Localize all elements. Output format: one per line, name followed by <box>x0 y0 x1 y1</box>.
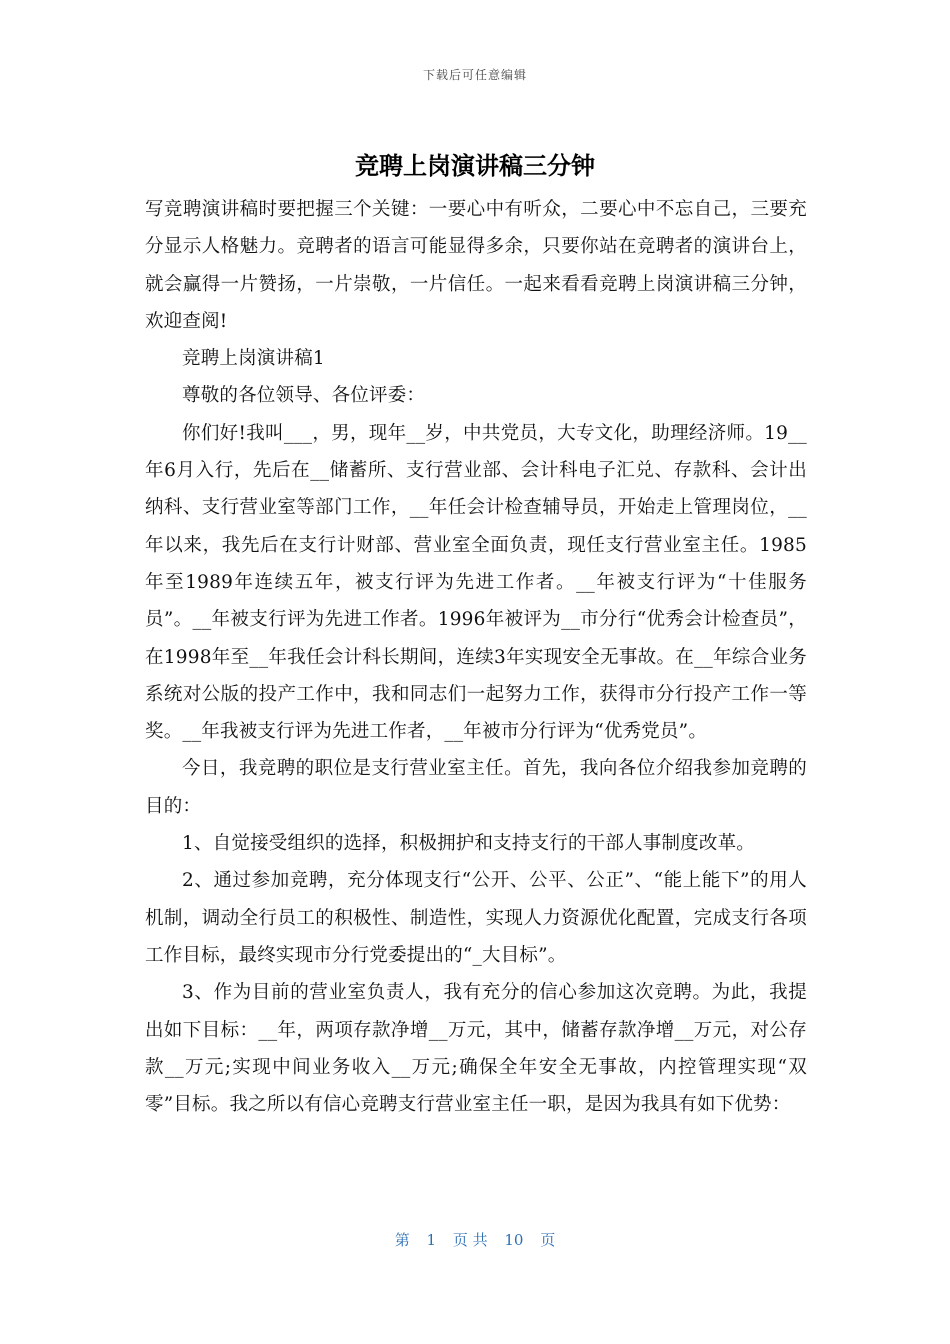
intro-paragraph: 写竞聘演讲稿时要把握三个关键：一要心中有听众，二要心中不忘自己，三要充分显示人格魅力。竞聘者的语言可能显得多余，只要你站在竞聘者的演讲台上，就会赢得一片赞扬，一片崇敬，一片信任。一起来看看竞聘上岗演讲稿三分钟，欢迎查阅! <box>145 199 807 332</box>
document-body <box>145 191 807 1123</box>
section-heading: 竞聘上岗演讲稿1 <box>182 348 325 370</box>
list-item: 1、自觉接受组织的选择，积极拥护和支持支行的干部人事制度改革。 <box>182 833 755 855</box>
total-page-count: 10 <box>504 1231 524 1249</box>
list-item: 2、通过参加竞聘，充分体现支行“公开、公平、公正”、“能上能下”的用人机制，调动全行员工的积极性、制造性，实现人力资源优化配置，完成支行各项工作目标，最终实现市分行党委提出的“_大目标”。 <box>145 870 807 966</box>
footer-prefix: 第 <box>394 1231 410 1249</box>
list-item: 3、作为目前的营业室负责人，我有充分的信心参加这次竞聘。为此，我提出如下目标：__年，两项存款净增__万元，其中，储蓄存款净增__万元，对公存款__万元;实现中间业务收入__万元;确保全年安全无事故，内控管理实现“双零”目标。我之所以有信心竞聘支行营业室主任一职，是因为我具有如下优势： <box>145 982 807 1116</box>
page-footer <box>0 1229 950 1250</box>
current-page-number: 1 <box>426 1231 437 1249</box>
body-paragraph: 今日，我竞聘的职位是支行营业室主任。首先，我向各位介绍我参加竞聘的目的： <box>145 758 807 817</box>
document-title: 竞聘上岗演讲稿三分钟 <box>355 152 595 180</box>
footer-middle: 页 共 <box>452 1231 488 1249</box>
salutation: 尊敬的各位领导、各位评委： <box>182 385 426 407</box>
body-paragraph: 你们好!我叫___，男，现年__岁，中共党员，大专文化，助理经济师。19__年6月入行，先后在__储蓄所、支行营业部、会计科电子汇兑、存款科、会计出纳科、支行营业室等部门工作，__年任会计检查辅导员，开始走上管理岗位，__年以来，我先后在支行计财部、营业室全面负责，现任支行营业室主任。1985年至1989年连续五年，被支行评为先进工作者。__年被支行评为“十佳服务员”。__年被支行评为先进工作者。1996年被评为__市分行“优秀会计检查员”，在1998年至__年我任会计科长期间，连续3年实现安全无事故。在__年综合业务系统对公版的投产工作中，我和同志们一起努力工作，获得市分行投产工作一等奖。__年我被支行评为先进工作者，__年被市分行评为“优秀党员”。 <box>145 422 807 743</box>
page-header: 下载后可任意编辑 <box>422 68 527 82</box>
footer-suffix: 页 <box>540 1231 556 1249</box>
